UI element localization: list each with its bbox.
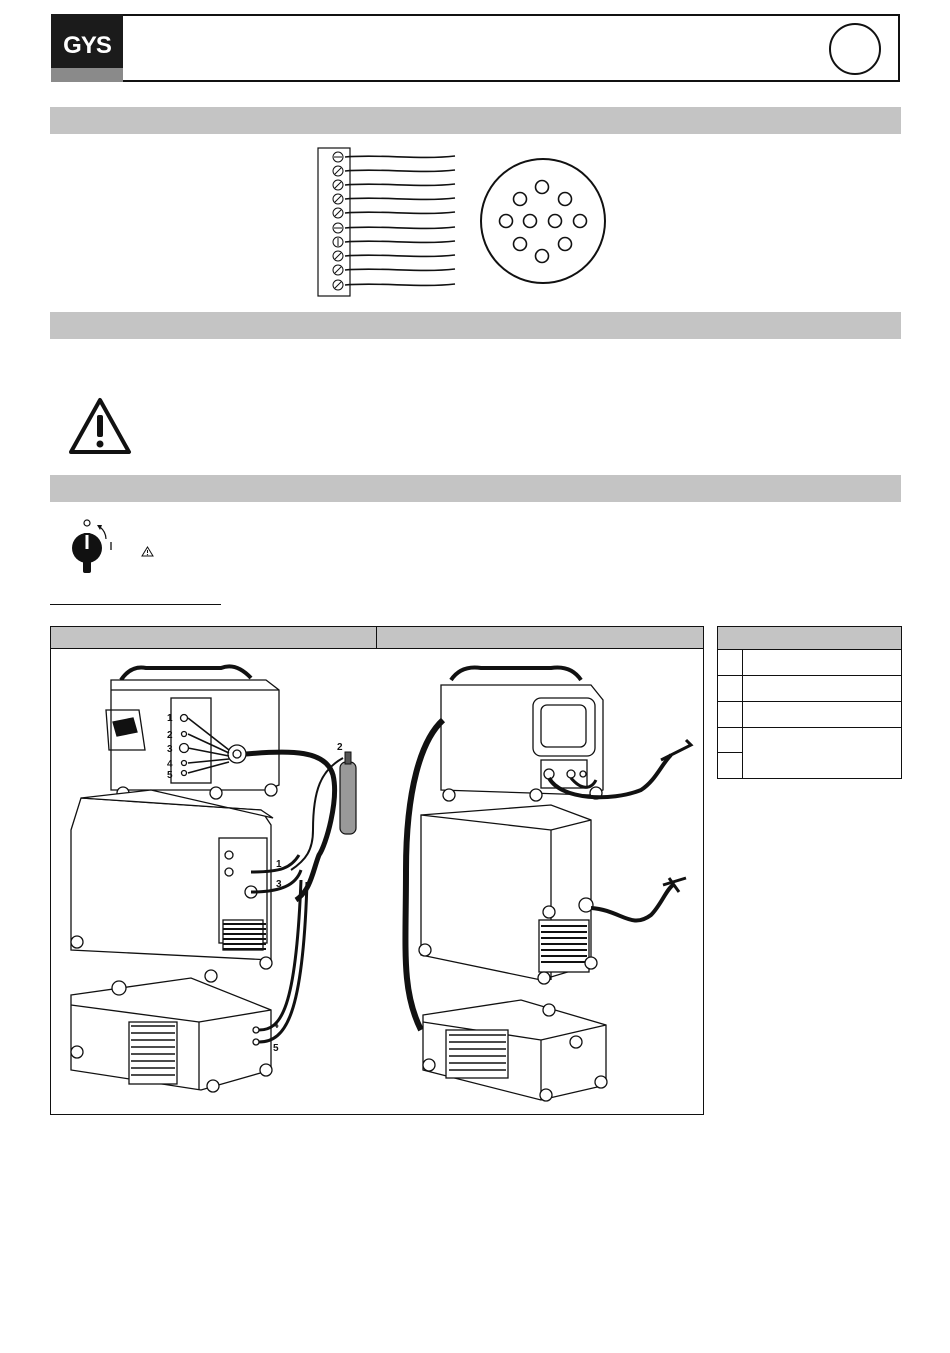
legend-row — [718, 701, 901, 727]
circular-connector — [481, 159, 605, 283]
link-underline — [50, 604, 221, 605]
section-band-3 — [50, 475, 901, 502]
callout-2: 2 — [167, 730, 173, 741]
legend-row — [718, 675, 901, 701]
gys-logo — [51, 14, 123, 82]
logo-bar — [51, 68, 123, 82]
left-wire-feeder — [106, 666, 279, 799]
connector-wiring-diagram — [300, 140, 620, 305]
cooler-callout-4: 4 — [273, 1020, 279, 1031]
language-badge — [829, 23, 881, 75]
right-wire-feeder — [441, 668, 603, 802]
terminal-wires — [345, 156, 455, 285]
legend-number — [718, 753, 743, 778]
table-header-right — [377, 627, 703, 649]
legend-number — [718, 649, 743, 675]
legend-row — [718, 727, 901, 778]
legend-row — [718, 649, 901, 675]
right-cooler — [423, 1000, 607, 1101]
legend-number — [718, 727, 743, 753]
gas-bottle-callout: 2 — [337, 742, 343, 753]
legend-header — [718, 627, 901, 649]
gas-bottle — [340, 752, 356, 834]
installation-illustration — [51, 650, 703, 1114]
legend-number — [718, 701, 743, 727]
logo-text: GYS — [63, 32, 111, 59]
right-inverter — [419, 805, 597, 984]
callout-4: 4 — [167, 759, 173, 770]
table-header-left — [51, 627, 377, 649]
rotary-switch-icon — [64, 515, 124, 577]
legend-number — [718, 675, 743, 701]
left-inverter — [71, 790, 273, 982]
document-header — [51, 14, 900, 82]
section-band-2 — [50, 312, 901, 339]
cooler-callout-5: 5 — [273, 1043, 279, 1054]
section-band-1 — [50, 107, 901, 134]
callout-3: 3 — [167, 744, 173, 755]
small-warning-icon — [141, 546, 154, 557]
inverter-callout-1: 1 — [276, 859, 282, 870]
left-cooler — [71, 978, 272, 1092]
left-feeder-callouts — [167, 713, 173, 781]
inverter-callout-3: 3 — [276, 879, 282, 890]
callout-1: 1 — [167, 713, 173, 724]
warning-triangle-icon — [67, 396, 133, 456]
callout-5: 5 — [167, 770, 173, 781]
